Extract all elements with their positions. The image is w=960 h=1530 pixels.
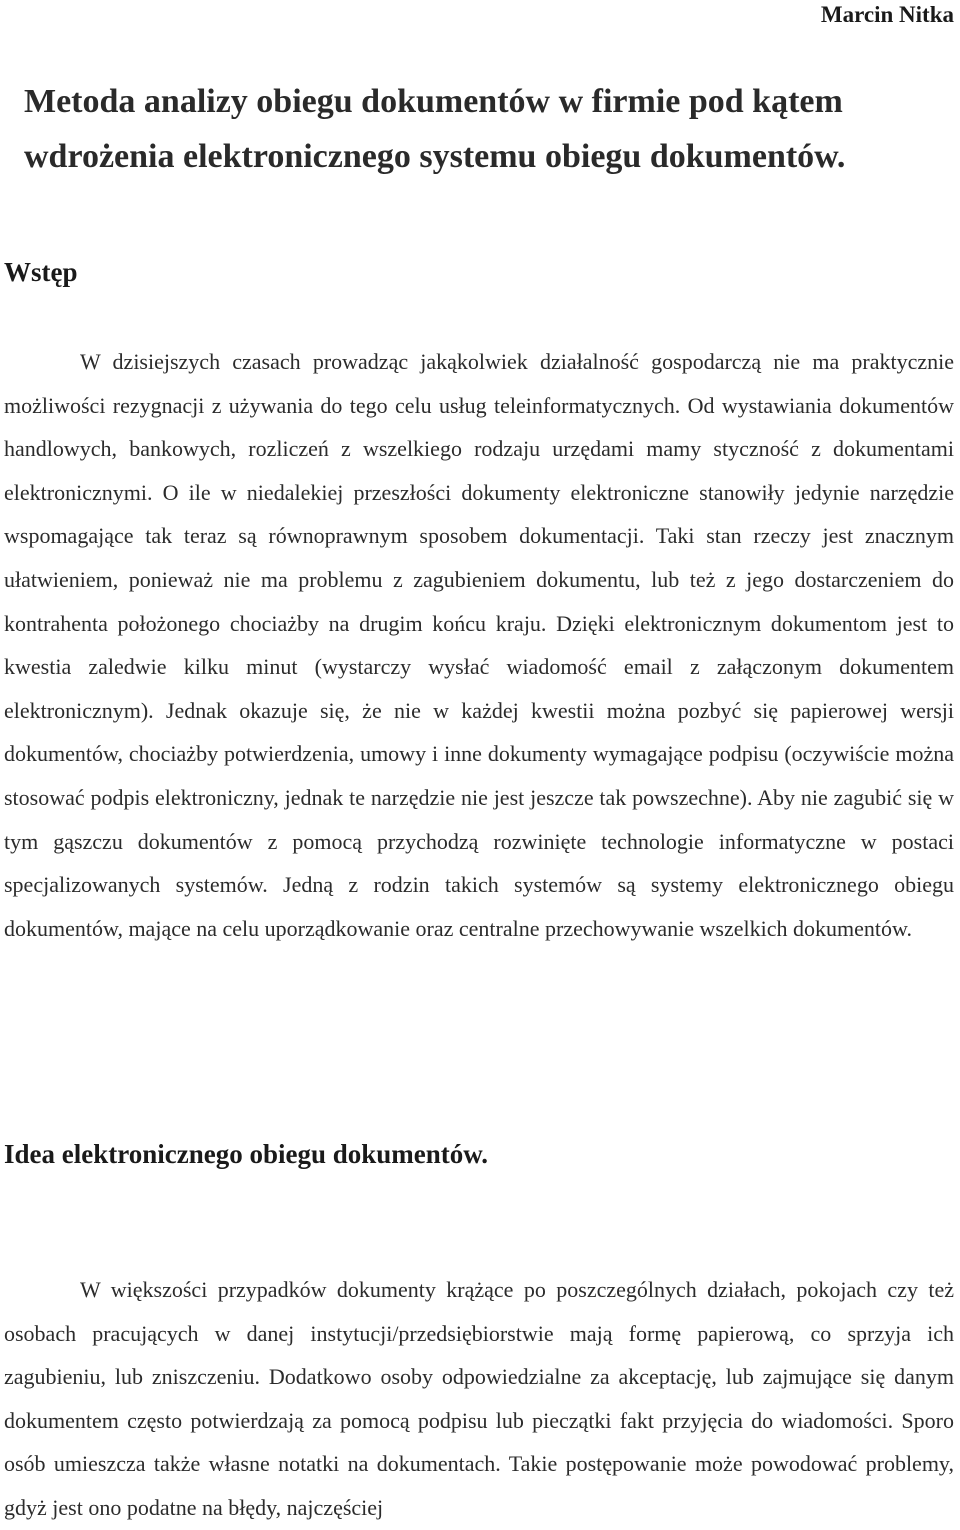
section-heading-idea: Idea elektronicznego obiegu dokumentów.: [4, 1139, 489, 1169]
document-title: Metoda analizy obiegu dokumentów w firmie pod kątem wdrożenia elektronicznego systemu obiegu dokumentów.: [24, 83, 846, 175]
section-heading-intro: Wstęp: [4, 257, 78, 287]
author-name: Marcin Nitka: [820, 2, 954, 27]
intro-paragraph: W dzisiejszych czasach prowadząc jakąkolwiek działalność gospodarczą nie ma praktycznie możliwości rezygnacji z używania do tego celu usług teleinformatycznych. Od wystawiania dokumentów handlowych, bankowych, rozliczeń z wszelkiego rodzaju urzędami mamy styczność z dokumentami elektronicznymi. O ile w niedalekiej przeszłości dokumenty elektroniczne stanowiły jedynie narzędzie wspomagające tak teraz są równoprawnym sposobem dokumentacji. Taki stan rzeczy jest znacznym ułatwieniem, ponieważ nie ma problemu z zagubieniem dokumentu, lub też z jego dostarczeniem do kontrahenta położonego chociażby na drugim końcu kraju. Dzięki elektronicznym dokumentom jest to kwestia zaledwie kilku minut (wystarczy wysłać wiadomość email z załączonym dokumentem elektronicznym). Jednak okazuje się, że nie w każdej kwestii można pozbyć się papierowej wersji dokumentów, chociażby potwierdzenia, umowy i inne dokumenty wymagające podpisu (oczywiście można stosować podpis elektroniczny, jednak te narzędzie nie jest jeszcze tak powszechne). Aby nie zagubić się w tym gąszczu dokumentów z pomocą przychodzą rozwinięte technologie informatyczne w postaci specjalizowanych systemów. Jedną z rodzin takich systemów są systemy elektronicznego obiegu dokumentów, mające na celu uporządkowanie oraz centralne przechowywanie wszelkich dokumentów.: [4, 349, 954, 941]
idea-paragraph: W większości przypadków dokumenty krążące po poszczególnych działach, pokojach czy też osobach pracujących w danej instytucji/przedsiębiorstwie mają formę papierową, co sprzyja ich zagubieniu, lub zniszczeniu. Dodatkowo osoby odpowiedzialne za akceptację, lub zajmujące się danym dokumentem często potwierdzają za pomocą podpisu lub pieczątki fakt przyjęcia do wiadomości. Sporo osób umieszcza także własne notatki na dokumentach. Takie postępowanie może powodować problemy, gdyż jest ono podatne na błędy, najczęściej: [4, 1277, 954, 1520]
